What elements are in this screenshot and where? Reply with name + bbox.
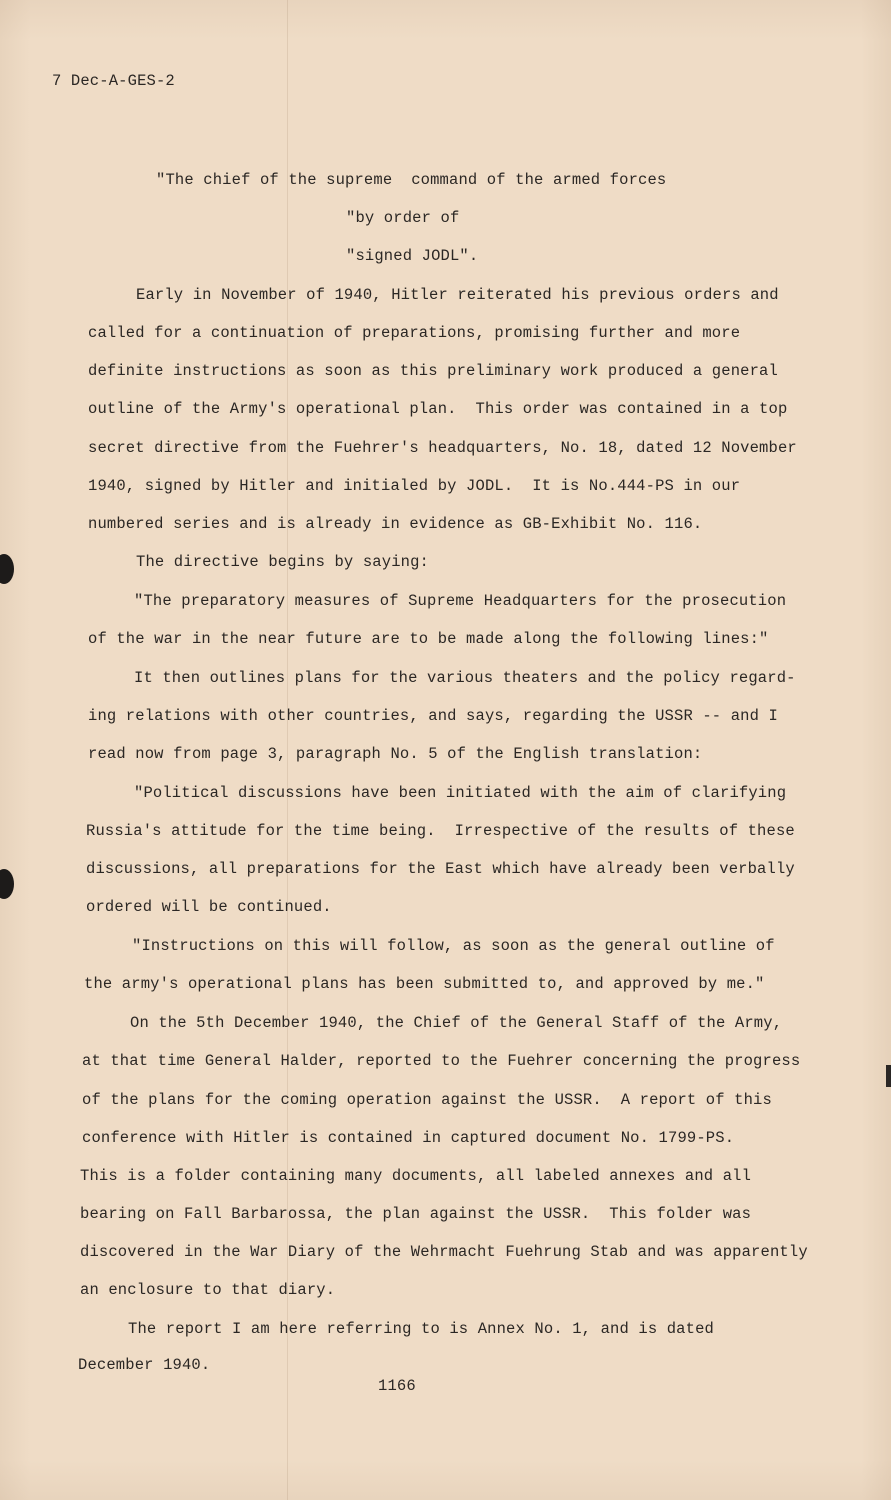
body-line: Early in November of 1940, Hitler reiterated his previous orders and bbox=[136, 286, 779, 304]
punch-hole-lower bbox=[0, 869, 14, 899]
page-number: 1166 bbox=[378, 1377, 416, 1395]
body-line: 1940, signed by Hitler and initialed by JODL. It is No.444-PS in our bbox=[88, 477, 741, 495]
signature-line-1: "The chief of the supreme command of the armed forces bbox=[156, 171, 667, 189]
document-id: 7 Dec-A-GES-2 bbox=[52, 72, 175, 90]
body-line: an enclosure to that diary. bbox=[80, 1281, 336, 1299]
body-line: read now from page 3, paragraph No. 5 of the English translation: bbox=[88, 745, 703, 763]
body-line: The directive begins by saying: bbox=[136, 553, 429, 571]
quote-line: ordered will be continued. bbox=[86, 898, 332, 916]
body-line: discovered in the War Diary of the Wehrmacht Fuehrung Stab and was apparently bbox=[80, 1243, 808, 1261]
quote-line: "Instructions on this will follow, as soon as the general outline of bbox=[132, 937, 775, 955]
body-line: On the 5th December 1940, the Chief of the General Staff of the Army, bbox=[130, 1014, 783, 1032]
body-line: secret directive from the Fuehrer's headquarters, No. 18, dated 12 November bbox=[88, 439, 797, 457]
body-line: called for a continuation of preparations, promising further and more bbox=[88, 324, 741, 342]
edge-mark-right bbox=[886, 1065, 891, 1087]
body-line: definite instructions as soon as this preliminary work produced a general bbox=[88, 362, 778, 380]
body-line: numbered series and is already in evidence as GB-Exhibit No. 116. bbox=[88, 515, 703, 533]
quote-line: "The preparatory measures of Supreme Headquarters for the prosecution bbox=[134, 592, 787, 610]
quote-line: Russia's attitude for the time being. Irrespective of the results of these bbox=[86, 822, 795, 840]
body-line: conference with Hitler is contained in captured document No. 1799-PS. bbox=[82, 1129, 735, 1147]
quote-line: of the war in the near future are to be made along the following lines:" bbox=[88, 630, 769, 648]
body-line: at that time General Halder, reported to the Fuehrer concerning the progress bbox=[82, 1052, 801, 1070]
signature-line-2: "by order of bbox=[346, 209, 460, 227]
body-line: ing relations with other countries, and says, regarding the USSR -- and I bbox=[88, 707, 778, 725]
body-line: bearing on Fall Barbarossa, the plan against the USSR. This folder was bbox=[80, 1205, 752, 1223]
body-line: The report I am here referring to is Annex No. 1, and is dated bbox=[128, 1320, 714, 1338]
body-line: This is a folder containing many documents, all labeled annexes and all bbox=[80, 1167, 752, 1185]
body-line: December 1940. bbox=[78, 1356, 211, 1374]
quote-line: "Political discussions have been initiated with the aim of clarifying bbox=[134, 784, 787, 802]
body-line: It then outlines plans for the various theaters and the policy regard- bbox=[134, 669, 796, 687]
body-line: of the plans for the coming operation against the USSR. A report of this bbox=[82, 1091, 772, 1109]
signature-line-3: "signed JODL". bbox=[346, 247, 479, 265]
quote-line: the army's operational plans has been submitted to, and approved by me." bbox=[84, 975, 765, 993]
punch-hole-upper bbox=[0, 554, 14, 584]
body-line: outline of the Army's operational plan. This order was contained in a top bbox=[88, 400, 788, 418]
quote-line: discussions, all preparations for the East which have already been verbally bbox=[86, 860, 795, 878]
